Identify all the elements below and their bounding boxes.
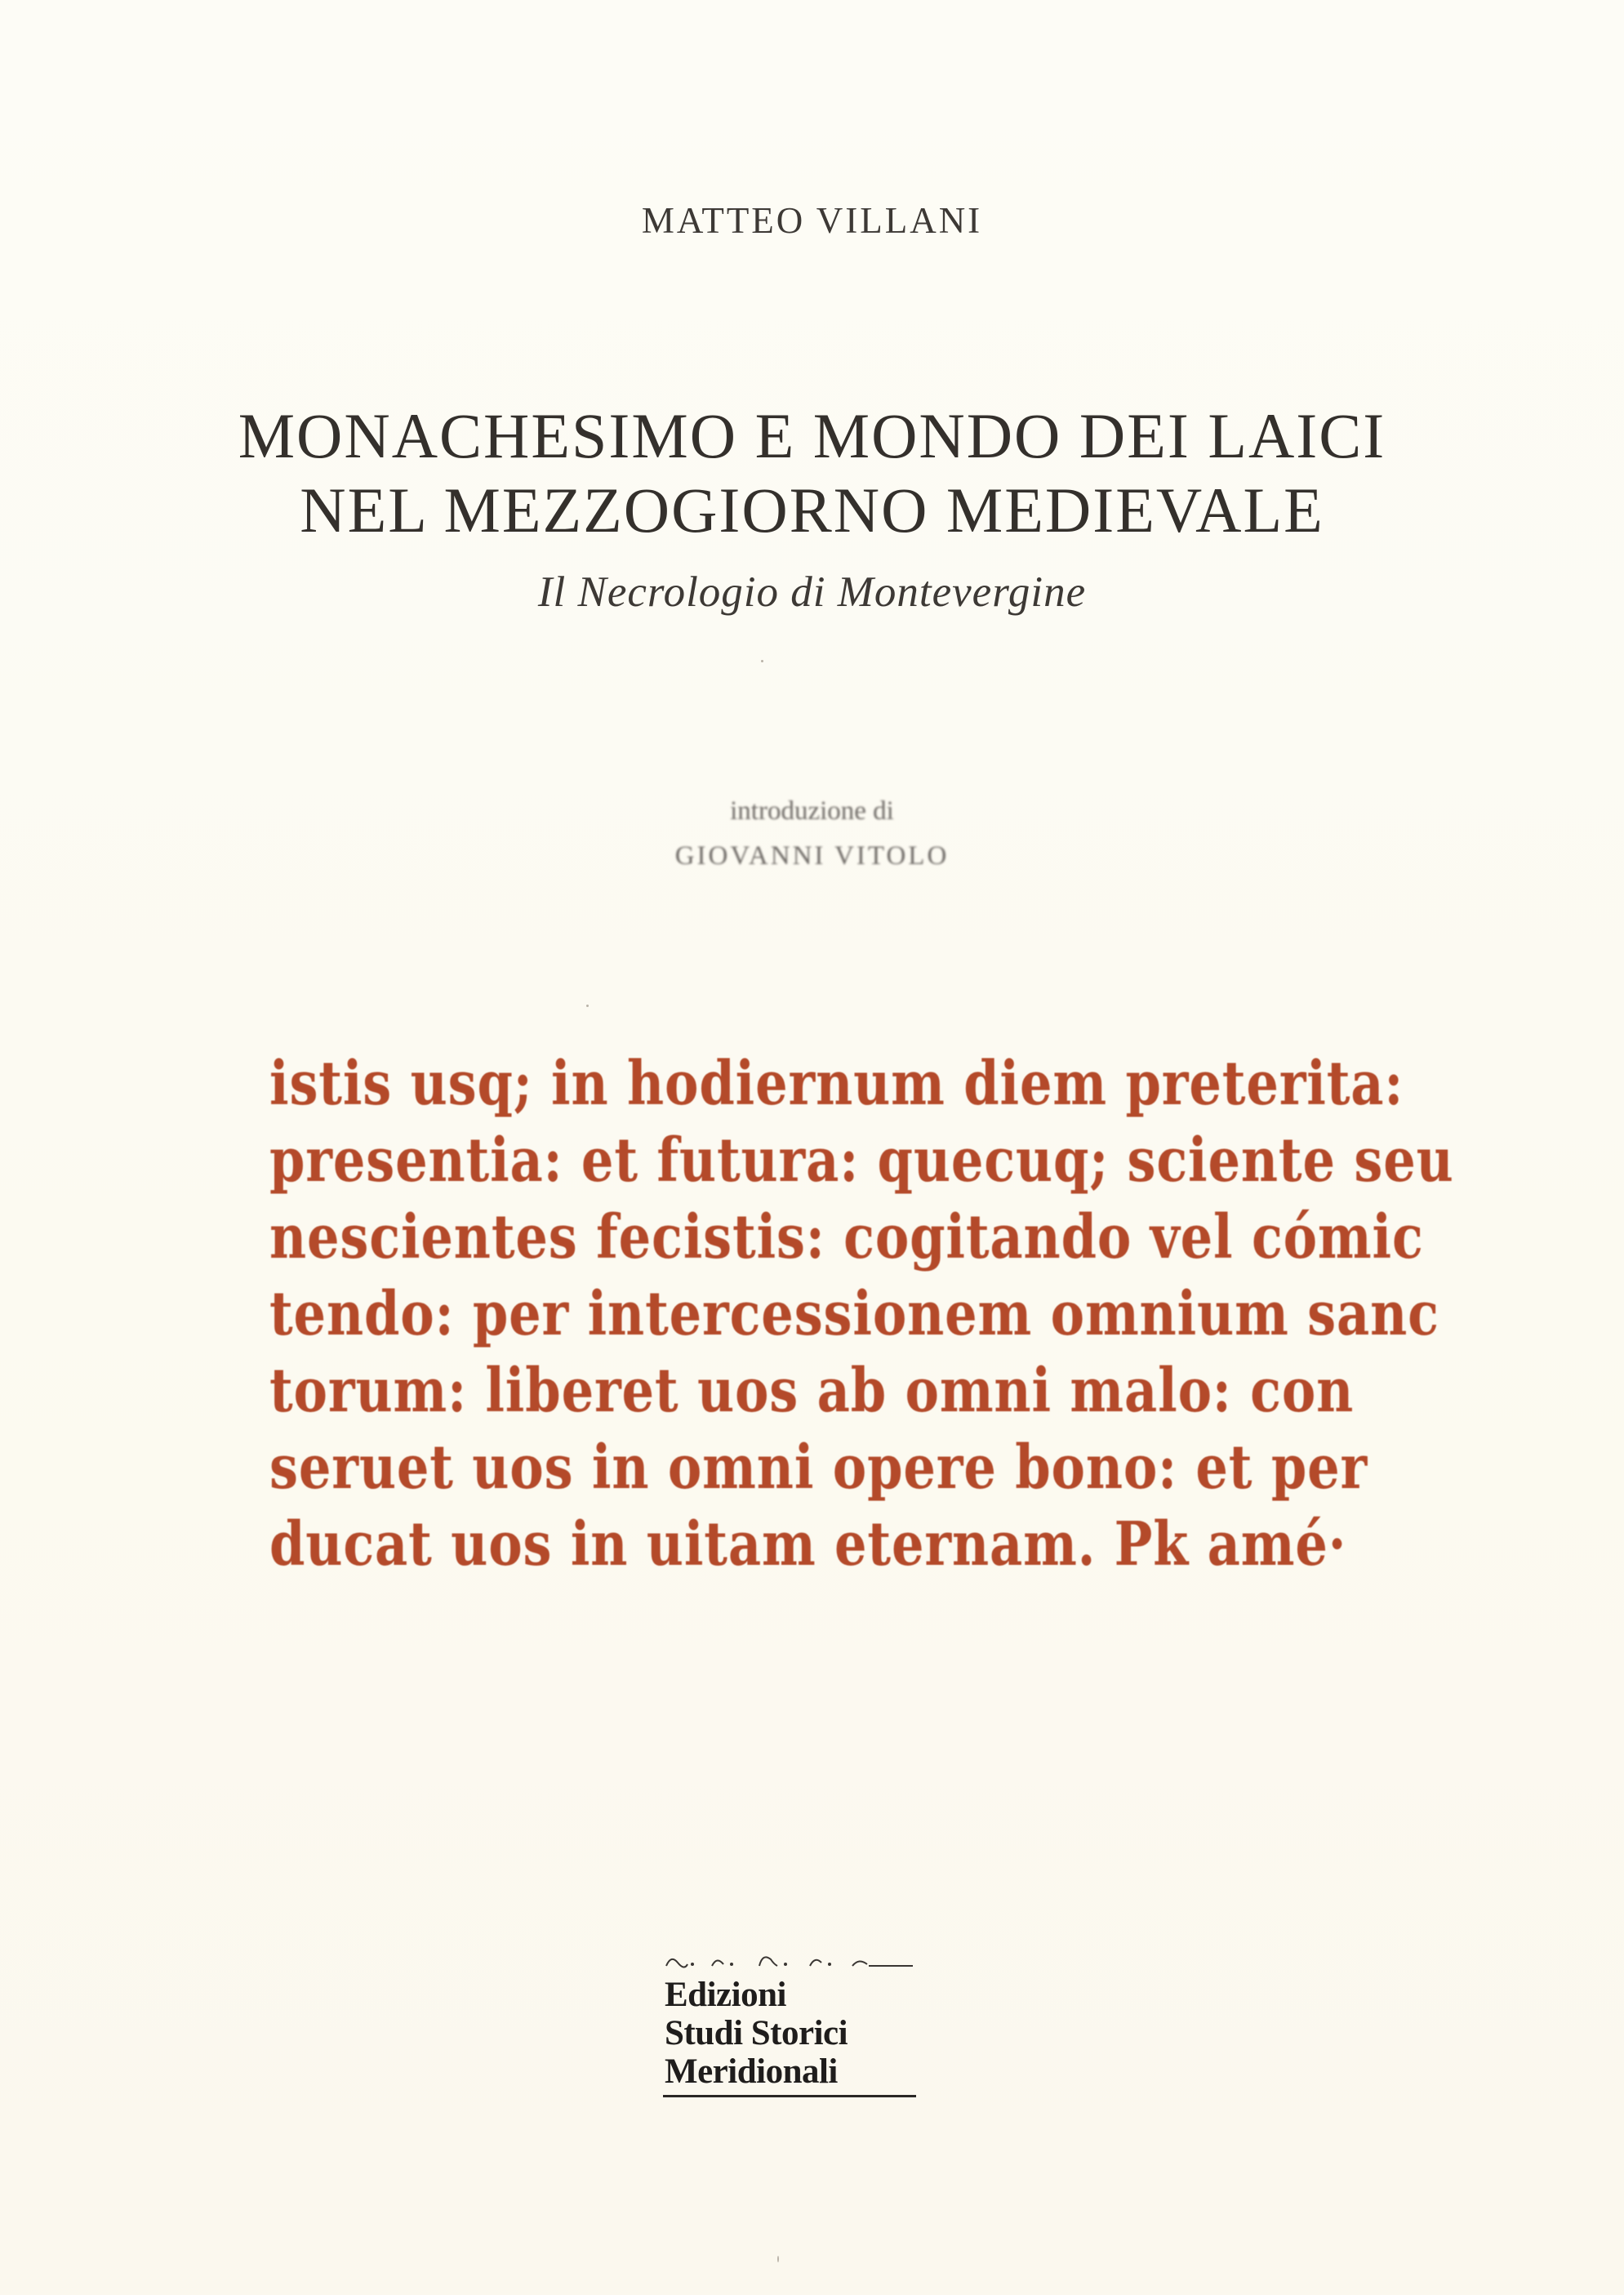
- publisher-ornament-icon: [663, 1948, 916, 1972]
- title-line-1: MONACHESIMO E MONDO DEI LAICI: [238, 400, 1386, 471]
- publisher-logo: [663, 1948, 916, 2103]
- manuscript-excerpt: [269, 1045, 1454, 1583]
- manuscript-line: torum: liberet uos ab omni malo: con: [269, 1356, 1355, 1426]
- publisher-name-line-3: Meridionali: [665, 2052, 838, 2091]
- publisher-name-line-2: Studi Storici: [665, 2014, 848, 2052]
- author-name: MATTEO VILLANI: [641, 200, 983, 241]
- paper-speck: [777, 2256, 779, 2262]
- introduction-author: GIOVANNI VITOLO: [674, 841, 950, 871]
- manuscript-line: seruet uos in omni opere bono: et per: [269, 1433, 1368, 1503]
- manuscript-line: presentia: et futura: quecuq; sciente seu: [269, 1125, 1454, 1196]
- subtitle: Il Necrologio di Montevergine: [537, 568, 1087, 616]
- introduction-label: introduzione di: [730, 796, 894, 826]
- publisher-underline: [663, 2095, 916, 2097]
- publisher-name-line-1: Edizioni: [665, 1976, 786, 2014]
- title-line-2: NEL MEZZOGIORNO MEDIEVALE: [300, 475, 1324, 546]
- paper-speck: [586, 1005, 589, 1007]
- manuscript-line: istis usq; in hodiernum diem preterita:: [269, 1049, 1404, 1119]
- paper-speck: [761, 660, 763, 662]
- manuscript-line: nescientes fecistis: cogitando vel cómic: [269, 1202, 1424, 1272]
- manuscript-line: tendo: per intercessionem omnium sanc: [269, 1279, 1439, 1349]
- manuscript-line: ducat uos in uitam eternam. Pk amé·: [269, 1509, 1347, 1580]
